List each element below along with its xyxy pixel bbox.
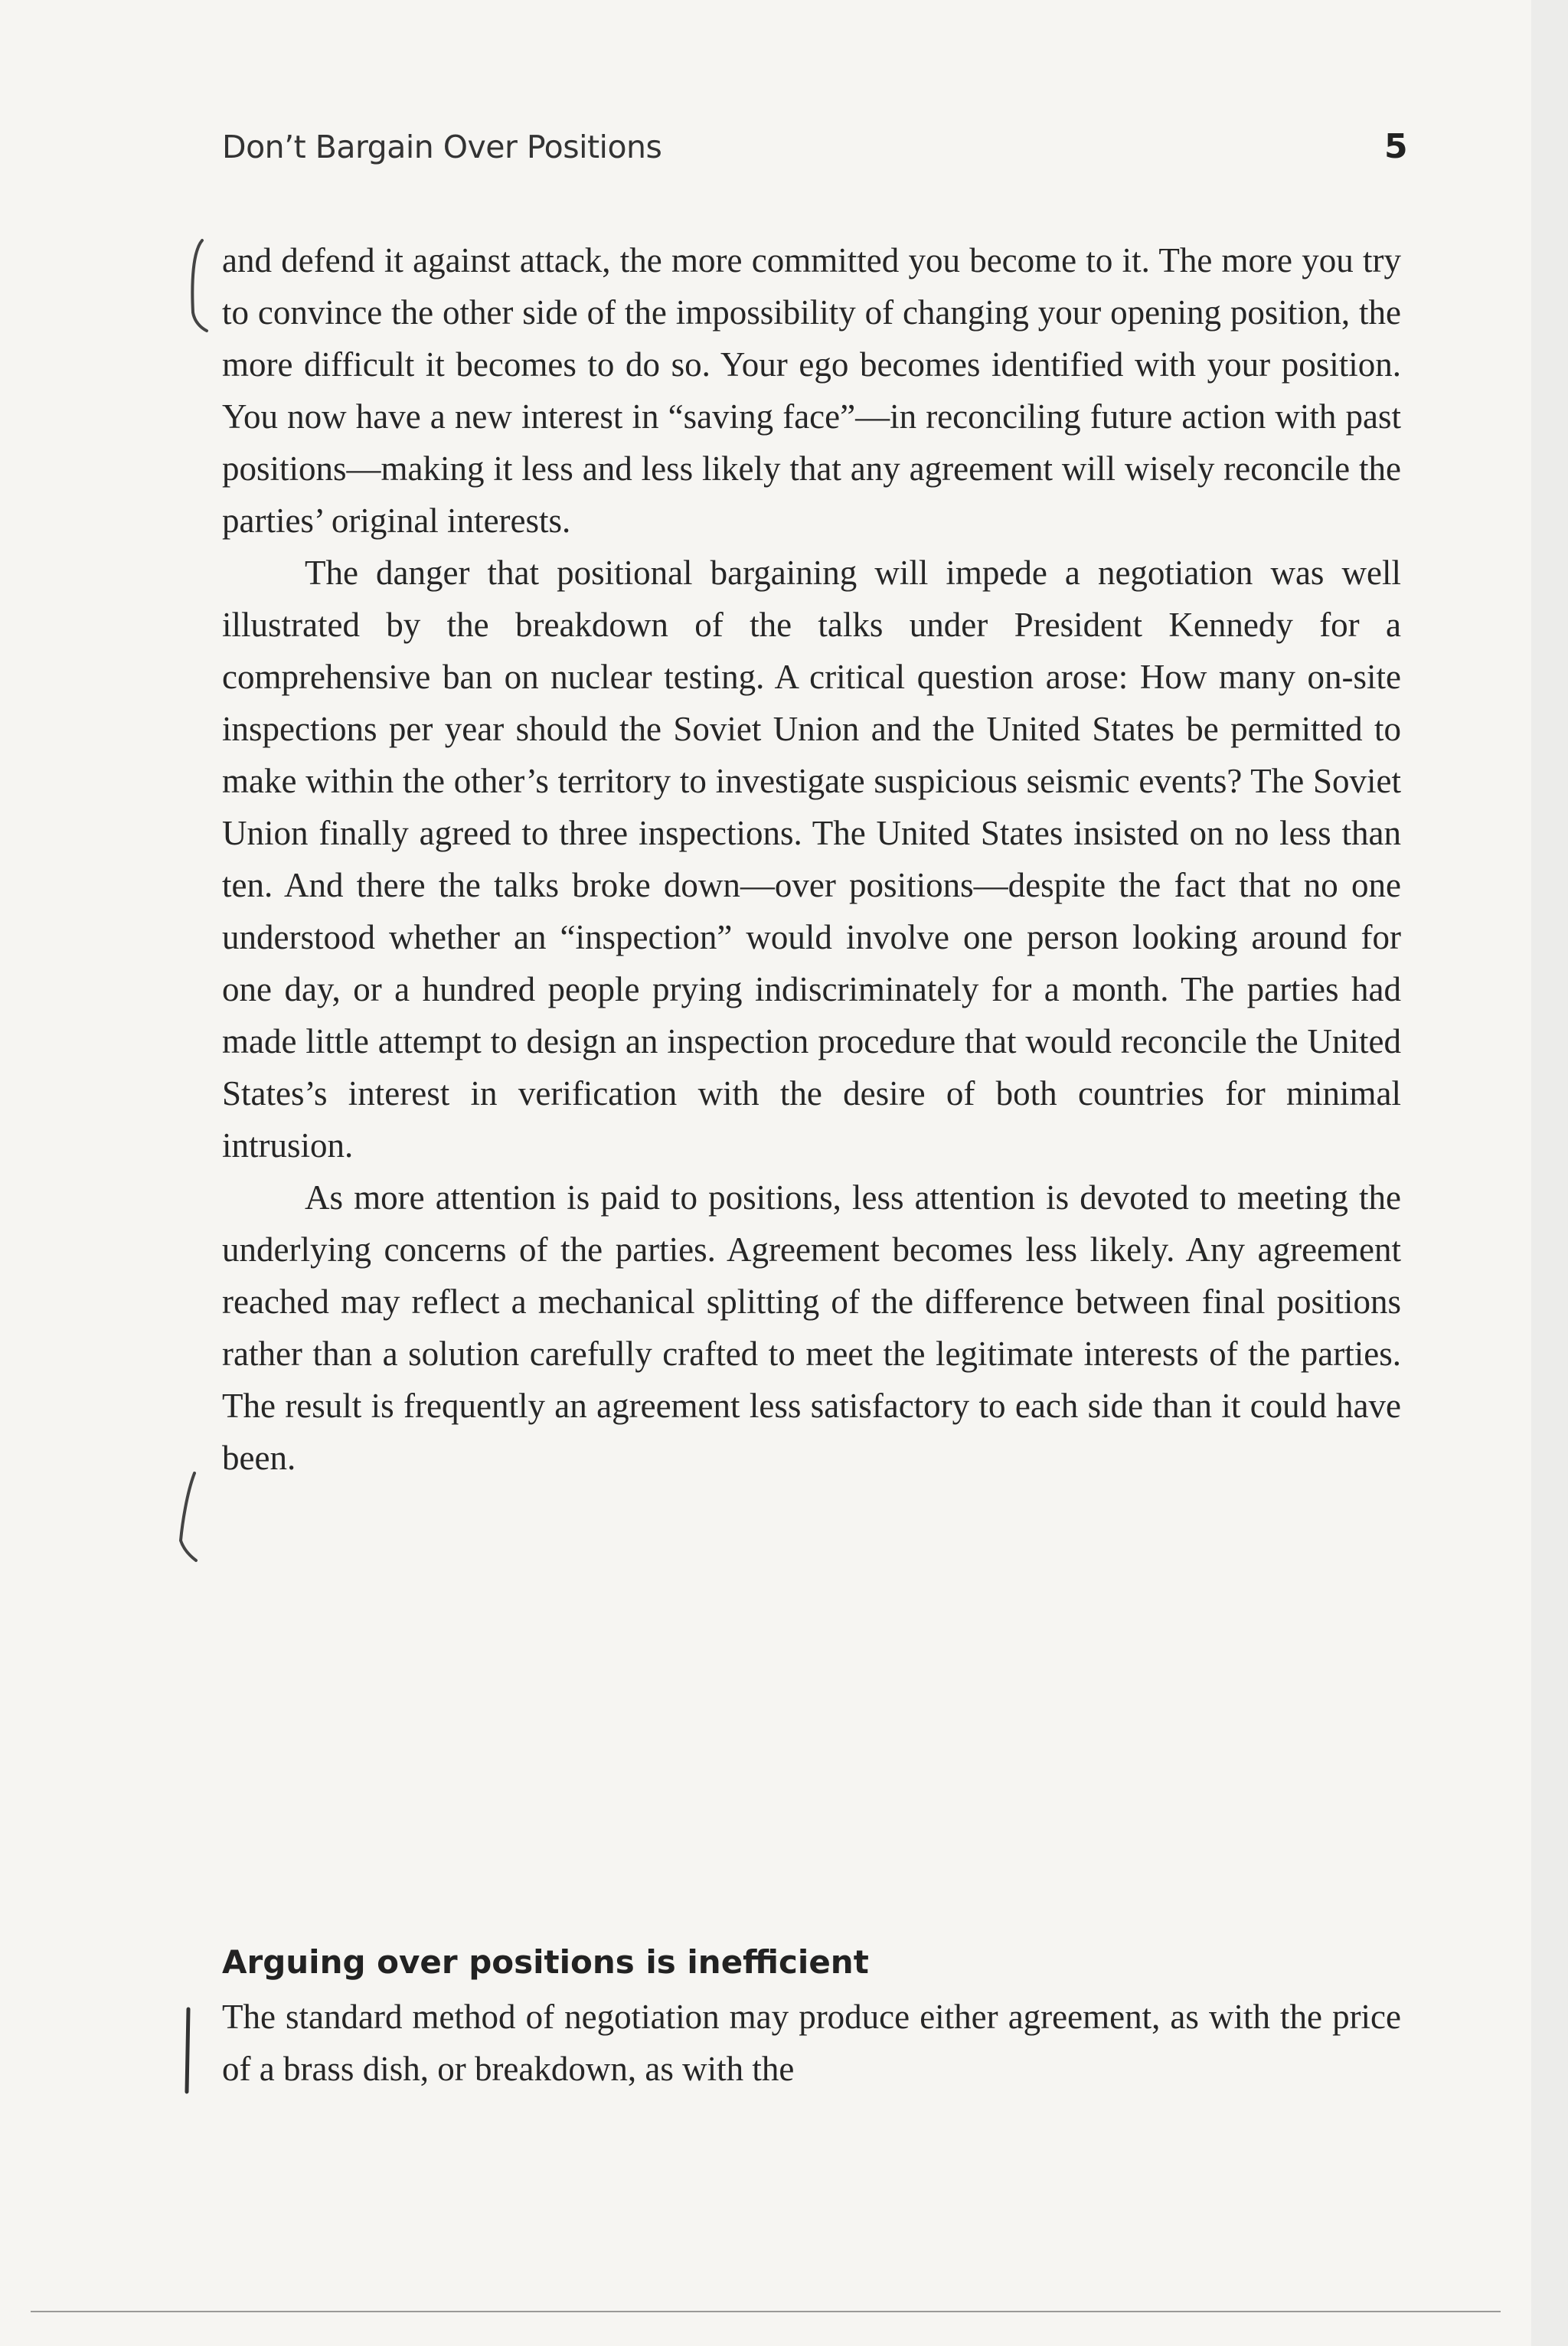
margin-bracket-mark	[172, 1470, 210, 1570]
section-heading: Arguing over positions is inefficient	[222, 1943, 869, 1981]
running-head-title: Don’t Bargain Over Positions	[222, 129, 662, 165]
body-text	[222, 234, 1401, 1484]
paragraph: As more attention is paid to positions, less attention is devoted to meeting the underlying concerns of the parties. Agreement becomes less likely. Any agreement reached may reflect a mechanical splitting of the difference between final positions rather than a solution carefully crafted to meet the legitimate interests of the parties. The result is frequently an agreement less satisfactory to each side than it could have been.	[222, 1178, 1401, 1477]
page-bottom-rule	[31, 2311, 1501, 2312]
paragraph: The danger that positional bargaining will impede a negotiation was well illustrated by the breakdown of the talks under President Kennedy for a comprehensive ban on nuclear testing. A critical question arose: How many on-site inspections per year should the Soviet Union and the United States be permitted to make within the other’s territory to investigate suspicious seismic events? The Soviet Union finally agreed to three inspections. The United States insisted on no less than ten. And there the talks broke down—over positions—despite the fact that no one understood whether an “inspection” would involve one person looking around for one day, or a hundred people prying indiscriminately for a month. The parties had made little attempt to design an inspection procedure that would reconcile the United States’s interest in verification with the desire of both countries for minimal intrusion.	[222, 554, 1401, 1165]
paragraph: and defend it against attack, the more committed you become to it. The more you try to convince the other side of the impossibility of changing your opening position, the more difficult it becomes to do so. Your ego becomes identified with your position. You now have a new interest in “saving face”—in reconciling future action with past positions—making it less and less likely that any agreement will wisely reconcile the parties’ original interests.	[222, 241, 1401, 540]
page-number: 5	[1384, 127, 1408, 166]
margin-line-mark	[178, 2006, 201, 2098]
section-body-text	[222, 1991, 1401, 2095]
paragraph: The standard method of negotiation may produce either agreement, as with the price of a brass dish, or breakdown, as with the	[222, 1998, 1401, 2088]
margin-bracket-mark	[181, 236, 219, 335]
